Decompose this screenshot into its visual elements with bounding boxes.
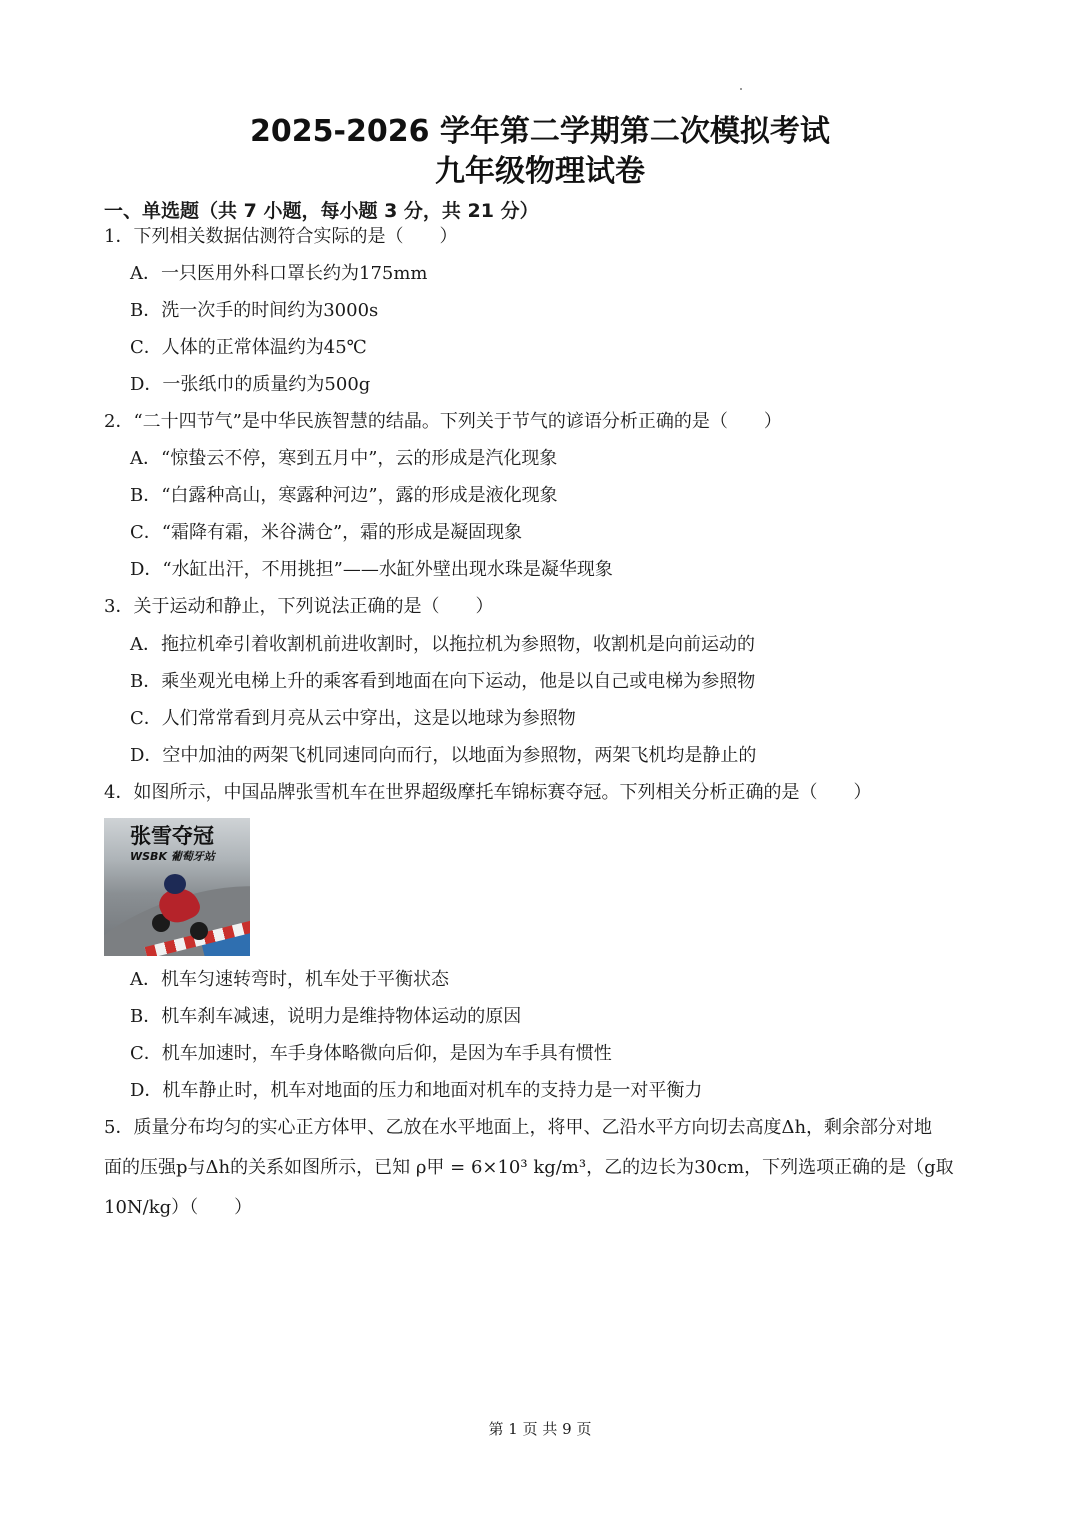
question-5-stem-line-2: 面的压强p与Δh的关系如图所示，已知 ρ甲 = 6×10³ kg/m³，乙的边长为30cm，下列选项正确的是（g取 — [104, 1157, 954, 1178]
question-2-option-c: C．“霜降有霜，米谷满仓”，霜的形成是凝固现象 — [130, 522, 523, 543]
section-heading: 一、单选题（共 7 小题，每小题 3 分，共 21 分） — [104, 200, 539, 222]
question-1-option-a: A．一只医用外科口罩长约为175mm — [130, 263, 428, 284]
question-4-option-a: A．机车匀速转弯时，机车处于平衡状态 — [130, 969, 449, 990]
question-3-option-d: D．空中加油的两架飞机同速同向而行，以地面为参照物，两架飞机均是静止的 — [130, 745, 757, 766]
question-4-option-d: D．机车静止时，机车对地面的压力和地面对机车的支持力是一对平衡力 — [130, 1080, 703, 1101]
question-2-stem: 2．“二十四节气”是中华民族智慧的结晶。下列关于节气的谚语分析正确的是（ ） — [104, 411, 782, 432]
page-number: 第 1 页 共 9 页 — [488, 1420, 592, 1438]
question-4-option-b: B．机车刹车减速，说明力是维持物体运动的原因 — [130, 1006, 522, 1027]
question-5-stem-line-1: 5．质量分布均匀的实心正方体甲、乙放在水平地面上，将甲、乙沿水平方向切去高度Δh，剩余部分对地 — [104, 1117, 933, 1138]
exam-title: 2025-2026 学年第二学期第二次模拟考试 — [250, 114, 830, 149]
question-1-stem: 1．下列相关数据估测符合实际的是（ ） — [104, 226, 458, 247]
photo-subcaption: WSBK 葡萄牙站 — [130, 850, 215, 863]
question-4-option-c: C．机车加速时，车手身体略微向后仰，是因为车手具有惯性 — [130, 1043, 612, 1064]
photo-rear-wheel — [190, 922, 208, 940]
question-4-stem: 4．如图所示，中国品牌张雪机车在世界超级摩托车锦标赛夺冠。下列相关分析正确的是（ ） — [104, 782, 872, 803]
speck — [740, 88, 742, 90]
photo-rider — [164, 874, 186, 894]
motorcycle-race-photo — [104, 818, 250, 956]
question-2-option-d: D．“水缸出汗，不用挑担”——水缸外壁出现水珠是凝华现象 — [130, 559, 613, 580]
question-3-option-b: B．乘坐观光电梯上升的乘客看到地面在向下运动，他是以自己或电梯为参照物 — [130, 671, 756, 692]
question-2-option-a: A．“惊蛰云不停，寒到五月中”，云的形成是汽化现象 — [130, 448, 558, 469]
photo-caption: 张雪夺冠 — [130, 824, 214, 848]
question-2-option-b: B．“白露种高山，寒露种河边”，露的形成是液化现象 — [130, 485, 558, 506]
question-5-stem-line-3: 10N/kg）（ ） — [104, 1197, 253, 1218]
question-3-stem: 3．关于运动和静止，下列说法正确的是（ ） — [104, 596, 494, 617]
exam-subtitle: 九年级物理试卷 — [435, 154, 645, 189]
question-1-option-c: C．人体的正常体温约为45℃ — [130, 337, 367, 358]
question-3-option-a: A．拖拉机牵引着收割机前进收割时，以拖拉机为参照物，收割机是向前运动的 — [130, 634, 755, 655]
question-3-option-c: C．人们常常看到月亮从云中穿出，这是以地球为参照物 — [130, 708, 576, 729]
question-1-option-d: D．一张纸巾的质量约为500g — [130, 374, 371, 395]
question-1-option-b: B．洗一次手的时间约为3000s — [130, 300, 379, 321]
